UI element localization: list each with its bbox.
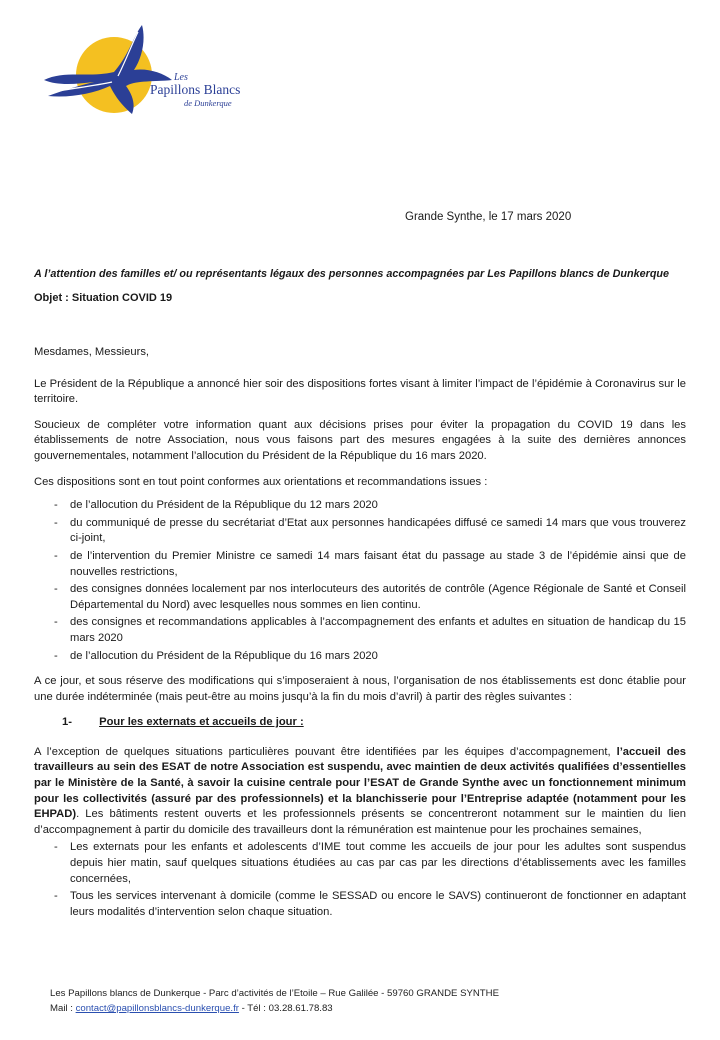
list-item: - de l’allocution du Président de la République du 16 mars 2020 — [54, 649, 686, 665]
paragraph: Ces dispositions sont en tout point conformes aux orientations et recommandations issues : — [34, 475, 488, 488]
footer-phone: - Tél : 03.28.61.78.83 — [238, 1003, 333, 1014]
section-heading — [62, 715, 686, 731]
letter-date: Grande Synthe, le 17 mars 2020 — [405, 211, 572, 223]
paragraph: Soucieux de compléter votre information quant aux décisions prises pour éviter la propagation du COVID 19 dans les établissements de notre Association, nous vous faisons part des mesures engagées à la suite des dernières annonces gouvernementales, notamment l’allocution du Président de la République du 16 mars 2020. — [34, 418, 686, 462]
measures-list — [34, 840, 686, 920]
list-item: - des consignes et recommandations applicables à l’accompagnement des enfants et adultes en situation de handicap du 15 mars 2020 — [54, 615, 686, 646]
association-logo — [34, 20, 254, 120]
list-item: - des consignes données localement par nos interlocuteurs des autorités de contrôle (Agence Régionale de Santé et Conseil Départemental du Nord) avec lesquelles nous sommes en lien continu. — [54, 582, 686, 613]
paragraph: A ce jour, et sous réserve des modifications qui s’imposeraient à nous, l’organisation de nos établissements est donc établie pour une durée indéterminée (mais peut-être au moins jusqu’à la fin du mois d’avril) à partir des règles suivantes : — [34, 675, 686, 703]
footer-address: Les Papillons blancs de Dunkerque - Parc d’activités de l’Etoile – Rue Galilée - 59760 GRANDE SYNTHE — [50, 988, 499, 999]
letter-body — [34, 345, 686, 930]
logo-line1: Les — [174, 72, 188, 83]
footer-mail-label: Mail : — [50, 1003, 76, 1014]
footer-contact — [50, 1001, 499, 1016]
section-title: Pour les externats et accueils de jour : — [99, 716, 304, 729]
sources-list — [34, 498, 686, 664]
greeting: Mesdames, Messieurs, — [34, 346, 150, 358]
logo-line2: Papillons Blancs — [150, 82, 241, 97]
butterfly-logo-icon — [34, 20, 254, 120]
paragraph-part: A l’exception de quelques situations particulières pouvant être identifiées par les équipes d’accompagnement, — [34, 745, 617, 758]
recipient-line: A l’attention des familles et/ ou représentants légaux des personnes accompagnées par Les Papillons blancs de Dunkerque — [34, 268, 670, 280]
list-item: - Les externats pour les enfants et adolescents d’IME tout comme les accueils de jour pour les adultes sont suspendus depuis hier matin, sauf quelques situations étudiées au cas par cas par les directions d’établissements avec les familles concernées, — [54, 840, 686, 887]
subject-line: Objet : Situation COVID 19 — [34, 292, 173, 304]
paragraph-bold-part: l’accueil des travailleurs au sein des ESAT de notre Association est suspendu, avec maintien de deux activités qualifiées d’essentielles par le Ministère de la Santé, à savoir la cuisine centrale pour l’ESAT de Grande Synthe avec un fonctionnement minimum pour les collectivités (assuré par des professionnels) et la blanchisserie pour l’Entreprise adaptée (notamment pour les EHPAD) — [34, 745, 686, 821]
paragraph — [34, 745, 686, 839]
list-item: - Tous les services intervenant à domicile (comme le SESSAD ou encore le SAVS) continueront de fonctionner en adaptant leurs modalités d’intervention selon chaque situation. — [54, 889, 686, 920]
letter-footer — [50, 986, 499, 1016]
contact-email-link[interactable]: contact@papillonsblancs-dunkerque.fr — [75, 1003, 239, 1014]
logo-line3: de Dunkerque — [184, 98, 232, 108]
list-item: - de l’allocution du Président de la République du 12 mars 2020 — [54, 498, 686, 514]
list-item: - du communiqué de presse du secrétariat d’Etat aux personnes handicapées diffusé ce samedi 14 mars que vous trouverez ci-joint, — [54, 516, 686, 547]
section-number: 1- — [62, 716, 72, 729]
list-item: - de l’intervention du Premier Ministre ce samedi 14 mars faisant état du passage au stade 3 de l’épidémie ainsi que de nouvelles restrictions, — [54, 549, 686, 580]
paragraph: Le Président de la République a annoncé hier soir des dispositions fortes visant à limiter l’impact de l’épidémie à Coronavirus sur le territoire. — [34, 377, 686, 406]
paragraph-part: . Les bâtiments restent ouverts et les professionnels présents se concentreront notamment sur le maintien du lien d’accompagnement à partir du domicile des travailleurs dont la rémunération est maintenue pour les prochaines semaines, — [34, 808, 686, 836]
